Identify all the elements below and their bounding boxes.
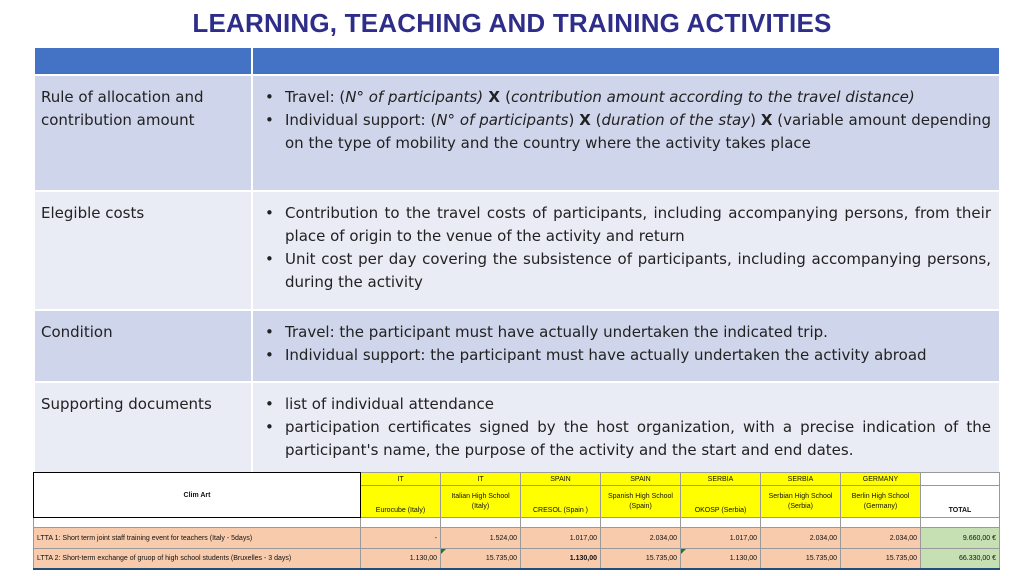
bullet-list: [259, 86, 991, 155]
bullet-text: list of individual attendance: [285, 395, 494, 413]
row-content: [252, 191, 1000, 310]
bullet-item: [285, 416, 991, 462]
bullet-text: (variable amount depending on the type of mobility and the country where the activity takes place: [285, 111, 992, 152]
value-cell: 1.130,00: [521, 549, 601, 569]
row-label: Rule of allocation and contribution amount: [34, 75, 252, 191]
bullet-text: (: [505, 88, 511, 106]
total-cell: 66.330,00 €: [921, 549, 1000, 569]
empty-cell: [921, 518, 1000, 528]
row-content: [252, 310, 1000, 382]
bullet-item: [285, 248, 991, 294]
country-row: [34, 473, 1000, 486]
country-cell: IT: [361, 473, 441, 486]
bullet-text: X: [760, 111, 773, 129]
bullet-text: N° of participants): [345, 88, 484, 106]
bullet-item: [285, 202, 991, 248]
empty-cell: [601, 518, 681, 528]
bullet-item: [285, 393, 991, 416]
project-name-cell: Clim Art: [34, 473, 361, 518]
bullet-list: [259, 393, 991, 462]
bullet-item: [285, 86, 991, 109]
header-cell: [34, 47, 252, 75]
empty-cell: [361, 518, 441, 528]
value-cell: -: [361, 528, 441, 549]
bullet-text: participation certificates signed by the host organization, with a precise indication of the participant's name, the purpose of the activity and the start and end dates.: [285, 418, 991, 459]
bullet-text: Travel: the participant must have actually undertaken the indicated trip.: [285, 323, 828, 341]
bullet-text: Individual support: (: [285, 111, 437, 129]
empty-cell: [34, 518, 361, 528]
partner-cell: Spanish High School (Spain): [601, 486, 681, 518]
value-cell: 1.524,00: [441, 528, 521, 549]
bullet-text: ): [750, 111, 761, 129]
empty-cell: [681, 518, 761, 528]
row-label: Condition: [34, 310, 252, 382]
total-cell: 9.660,00 €: [921, 528, 1000, 549]
page-title: LEARNING, TEACHING AND TRAINING ACTIVITIES: [192, 8, 832, 38]
value-cell: 15.735,00: [601, 549, 681, 569]
bullet-text: (: [590, 111, 602, 129]
bullet-text: Individual support: the participant must have actually undertaken the activity abroad: [285, 346, 927, 364]
header-cell: [252, 47, 1000, 75]
ltta-name-cell: LTTA 1: Short term joint staff training event for teachers (Italy - 5days): [34, 528, 361, 549]
ltta-name-cell: LTTA 2: Short-term exchange of gruop of high school students (Bruxelles - 3 days): [34, 549, 361, 569]
empty-cell: [521, 518, 601, 528]
value-cell: 15.735,00: [441, 549, 521, 569]
bullet-item: [285, 344, 991, 367]
empty-cell: [441, 518, 521, 528]
partner-cell: Serbian High School (Serbia): [761, 486, 841, 518]
country-cell: IT: [441, 473, 521, 486]
bullet-text: duration of the stay: [601, 111, 751, 129]
value-cell: 2.034,00: [761, 528, 841, 549]
empty-cell: [761, 518, 841, 528]
table-row: [34, 75, 1000, 191]
bullet-list: [259, 321, 991, 367]
table-header-row: [34, 47, 1000, 75]
row-label: Supporting documents: [34, 382, 252, 488]
budget-spreadsheet: [33, 472, 1000, 570]
value-cell: 1.130,00: [681, 549, 761, 569]
spacer-row: [34, 518, 1000, 528]
bullet-item: [285, 321, 991, 344]
bullet-text: X: [579, 111, 591, 129]
bullet-text: contribution amount according to the travel distance): [510, 88, 915, 106]
activities-table: [33, 46, 1001, 489]
country-cell: SPAIN: [521, 473, 601, 486]
country-cell: SERBIA: [681, 473, 761, 486]
row-content: [252, 75, 1000, 191]
ltta-row: [34, 549, 1000, 569]
country-cell: GERMANY: [841, 473, 921, 486]
bullet-text: Travel: (: [285, 88, 346, 106]
value-cell: 2.034,00: [601, 528, 681, 549]
bullet-list: [259, 202, 991, 294]
country-cell: SPAIN: [601, 473, 681, 486]
table-row: [34, 310, 1000, 382]
value-cell: 1.017,00: [521, 528, 601, 549]
value-cell: 1.130,00: [361, 549, 441, 569]
value-cell: 15.735,00: [761, 549, 841, 569]
total-header-cell: TOTAL: [921, 486, 1000, 518]
bullet-text: Unit cost per day covering the subsistence of participants, including accompanying persons, during the activity: [285, 250, 991, 291]
partner-cell: Italian High School (Italy): [441, 486, 521, 518]
bullet-text: ): [568, 111, 580, 129]
bullet-text: X: [483, 88, 506, 106]
value-cell: 2.034,00: [841, 528, 921, 549]
partner-cell: OKOSP (Serbia): [681, 486, 761, 518]
partner-cell: Berlin High School (Germany): [841, 486, 921, 518]
empty-cell: [921, 473, 1000, 486]
empty-cell: [841, 518, 921, 528]
table-row: [34, 191, 1000, 310]
bullet-text: Contribution to the travel costs of participants, including accompanying persons, from their place of origin to the venue of the activity and return: [285, 204, 991, 245]
bullet-item: [285, 109, 991, 155]
partner-cell: Eurocube (Italy): [361, 486, 441, 518]
row-label: Elegible costs: [34, 191, 252, 310]
country-cell: SERBIA: [761, 473, 841, 486]
ltta-row: [34, 528, 1000, 549]
value-cell: 15.735,00: [841, 549, 921, 569]
value-cell: 1.017,00: [681, 528, 761, 549]
bullet-text: N° of participants: [436, 111, 569, 129]
partner-cell: CRESOL (Spain ): [521, 486, 601, 518]
